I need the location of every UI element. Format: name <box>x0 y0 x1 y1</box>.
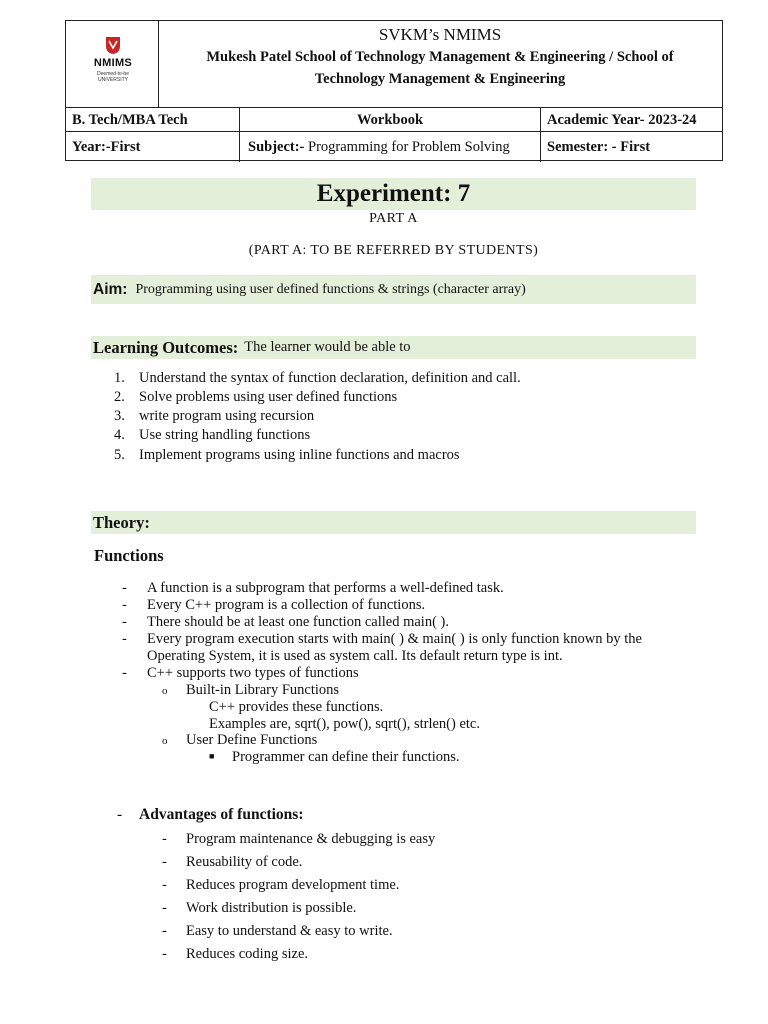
function-type-user: o User Define Functions <box>162 732 318 748</box>
advantage-item: - Program maintenance & debugging is easy <box>162 831 436 847</box>
subject-label: Subject:- <box>248 138 305 155</box>
theory-bullet-continuation: Operating System, it is used as system call. Its default return type is int. <box>147 648 563 664</box>
learning-outcomes-section <box>91 336 696 359</box>
aim-label: Aim: <box>93 280 128 298</box>
outcome-item: 1. Understand the syntax of function declaration, definition and call. <box>114 370 521 386</box>
subject-value: Programming for Problem Solving <box>304 138 510 155</box>
advantages-heading: - Advantages of functions: <box>117 806 304 823</box>
nmims-emblem-icon <box>104 35 122 55</box>
aim-section <box>91 275 696 304</box>
school-name-line1: Mukesh Patel School of Technology Management & Engineering / School of <box>206 49 674 65</box>
header-table <box>65 20 723 161</box>
outcome-item: 5. Implement programs using inline functions and macros <box>114 447 460 463</box>
program-cell: B. Tech/MBA Tech <box>72 111 188 128</box>
theory-bullet: - Every C++ program is a collection of functions. <box>122 597 426 613</box>
aim-text: Programming using user defined functions & strings (character array) <box>135 281 526 297</box>
logo-deemed-text: Deemed-to-be UNIVERSITY <box>97 71 129 83</box>
doc-type-cell: Workbook <box>356 111 424 128</box>
semester-cell: Semester: - First <box>547 138 651 155</box>
nmims-logo <box>84 35 142 95</box>
learning-outcomes-intro: The learner would be able to <box>244 339 411 355</box>
function-type-builtin: o Built-in Library Functions <box>162 682 340 698</box>
experiment-title: Experiment: 7 <box>91 178 696 210</box>
institution-name: SVKM’s NMIMS <box>378 25 502 44</box>
theory-bullet: - Every program execution starts with main( ) & main( ) is only function known by the <box>122 631 642 647</box>
subject-cell <box>248 132 510 162</box>
part-note: (PART A: TO BE REFERRED BY STUDENTS) <box>248 243 539 258</box>
theory-bullet: - A function is a subprogram that performs a well-defined task. <box>122 580 504 596</box>
functions-heading: Functions <box>94 546 164 565</box>
year-cell: Year:-First <box>72 138 141 155</box>
theory-bullet: - There should be at least one function called main( ). <box>122 614 449 630</box>
school-name-line2: Technology Management & Engineering <box>314 71 566 87</box>
part-label: PART A <box>369 211 418 226</box>
academic-year-cell: Academic Year- 2023-24 <box>547 111 697 128</box>
theory-bullet: - C++ supports two types of functions <box>122 665 359 681</box>
theory-section <box>91 511 696 534</box>
advantage-item: - Reusability of code. <box>162 854 303 870</box>
advantage-item: - Work distribution is possible. <box>162 900 357 916</box>
builtin-detail: C++ provides these functions. <box>209 699 384 715</box>
theory-label: Theory: <box>93 512 150 532</box>
logo-brand: NMIMS <box>93 57 133 69</box>
outcome-item: 3. write program using recursion <box>114 408 315 424</box>
user-detail: ■ Programmer can define their functions. <box>209 749 460 765</box>
builtin-detail: Examples are, sqrt(), pow(), sqrt(), strlen() etc. <box>209 716 480 732</box>
advantage-item: - Reduces coding size. <box>162 946 309 962</box>
advantage-item: - Reduces program development time. <box>162 877 400 893</box>
header-row-1 <box>66 107 722 132</box>
learning-outcomes-label: Learning Outcomes: <box>93 337 239 357</box>
logo-cell <box>66 21 159 107</box>
advantage-item: - Easy to understand & easy to write. <box>162 923 393 939</box>
institution-title-cell <box>158 21 722 107</box>
header-row-2 <box>66 131 722 162</box>
outcome-item: 4. Use string handling functions <box>114 427 311 443</box>
outcome-item: 2. Solve problems using user defined functions <box>114 389 398 405</box>
